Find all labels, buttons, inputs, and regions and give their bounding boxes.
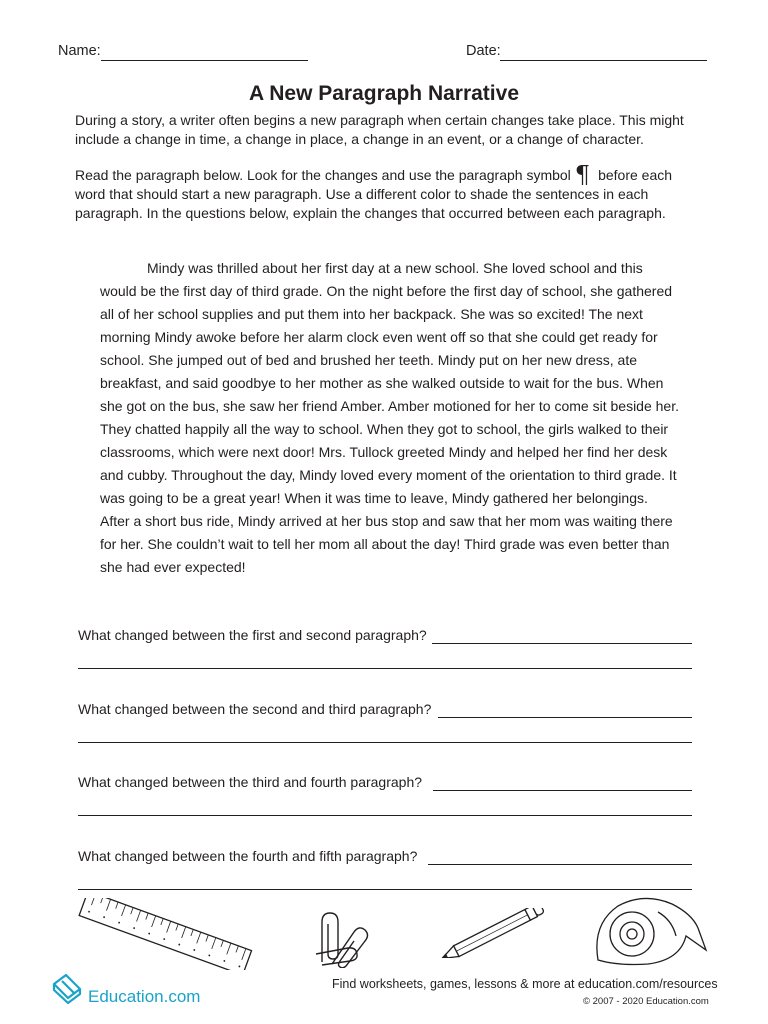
education-logo-icon — [50, 972, 84, 1004]
footer-tagline: Find worksheets, games, lessons & more at education.com/resources — [332, 977, 718, 991]
answer-line-2b[interactable] — [78, 742, 692, 743]
question-2: What changed between the second and third paragraph? — [78, 701, 432, 717]
instructions-text-end: before each word that should start a new paragraph. Use a different color to shade the sentences in each paragraph. In the questions below, explain the changes that occurred between each paragraph. — [75, 167, 673, 221]
story-paragraph: Mindy was thrilled about her first day at a new school. She loved school and this would be the first day of third grade. On the night before the first day of school, she gathered all of her school supplies and put them into her backpack. She was so excited! The next morning Mindy awoke before her alarm clock even went off so that she could get ready for school. She jumped out of bed and brushed her teeth. Mindy put on her new dress, ate breakfast, and said goodbye to her mother as she walked outside to wait for the bus. When she got on the bus, she saw her friend Amber. Amber motioned for her to come sit beside her. They chatted happily all the way to school. When they got to school, the girls walked to their classrooms, which were next door! Mrs. Tullock greeted Mindy and helped her find her desk and cubby. Throughout the day, Mindy loved every moment of the orientation to third grade. It was going to be a great year! When it was time to leave, Mindy gathered her belongings. After a short bus ride, Mindy arrived at her bus stop and saw that her mom was waiting there for her. She couldn’t wait to tell her mom all about the day! Third grade was even better than she had ever expected! — [100, 260, 679, 575]
education-logo-text: Education.com — [88, 987, 201, 1006]
question-3: What changed between the third and fourth paragraph? — [78, 774, 423, 790]
answer-line-3b[interactable] — [78, 815, 692, 816]
paperclips-icon — [308, 908, 372, 968]
copyright-text: © 2007 - 2020 Education.com — [583, 996, 709, 1007]
date-field[interactable] — [500, 60, 707, 61]
worksheet-title: A New Paragraph Narrative — [249, 82, 519, 105]
ruler-icon — [70, 898, 260, 970]
date-label: Date: — [466, 43, 501, 59]
instructions-text-start: Read the paragraph below. Look for the changes and use the paragraph symbol — [75, 167, 571, 183]
question-1: What changed between the first and second paragraph? — [78, 627, 427, 643]
answer-line-1b[interactable] — [78, 668, 692, 669]
instructions-paragraph — [75, 161, 705, 223]
answer-line-2a[interactable] — [438, 717, 692, 718]
name-label: Name: — [58, 43, 101, 59]
tape-dispenser-icon — [588, 894, 714, 968]
answer-line-1a[interactable] — [432, 643, 692, 644]
answer-line-4a[interactable] — [428, 864, 692, 865]
answer-line-4b[interactable] — [78, 889, 692, 890]
question-4: What changed between the fourth and fifth paragraph? — [78, 848, 418, 864]
paragraph-symbol-icon: ¶ — [574, 161, 591, 189]
answer-line-3a[interactable] — [433, 790, 692, 791]
pencil-icon — [430, 908, 554, 958]
name-field[interactable] — [101, 60, 308, 61]
intro-paragraph: During a story, a writer often begins a new paragraph when certain changes take place. This might include a change in time, a change in place, a change in an event, or a change of character. — [75, 112, 684, 147]
